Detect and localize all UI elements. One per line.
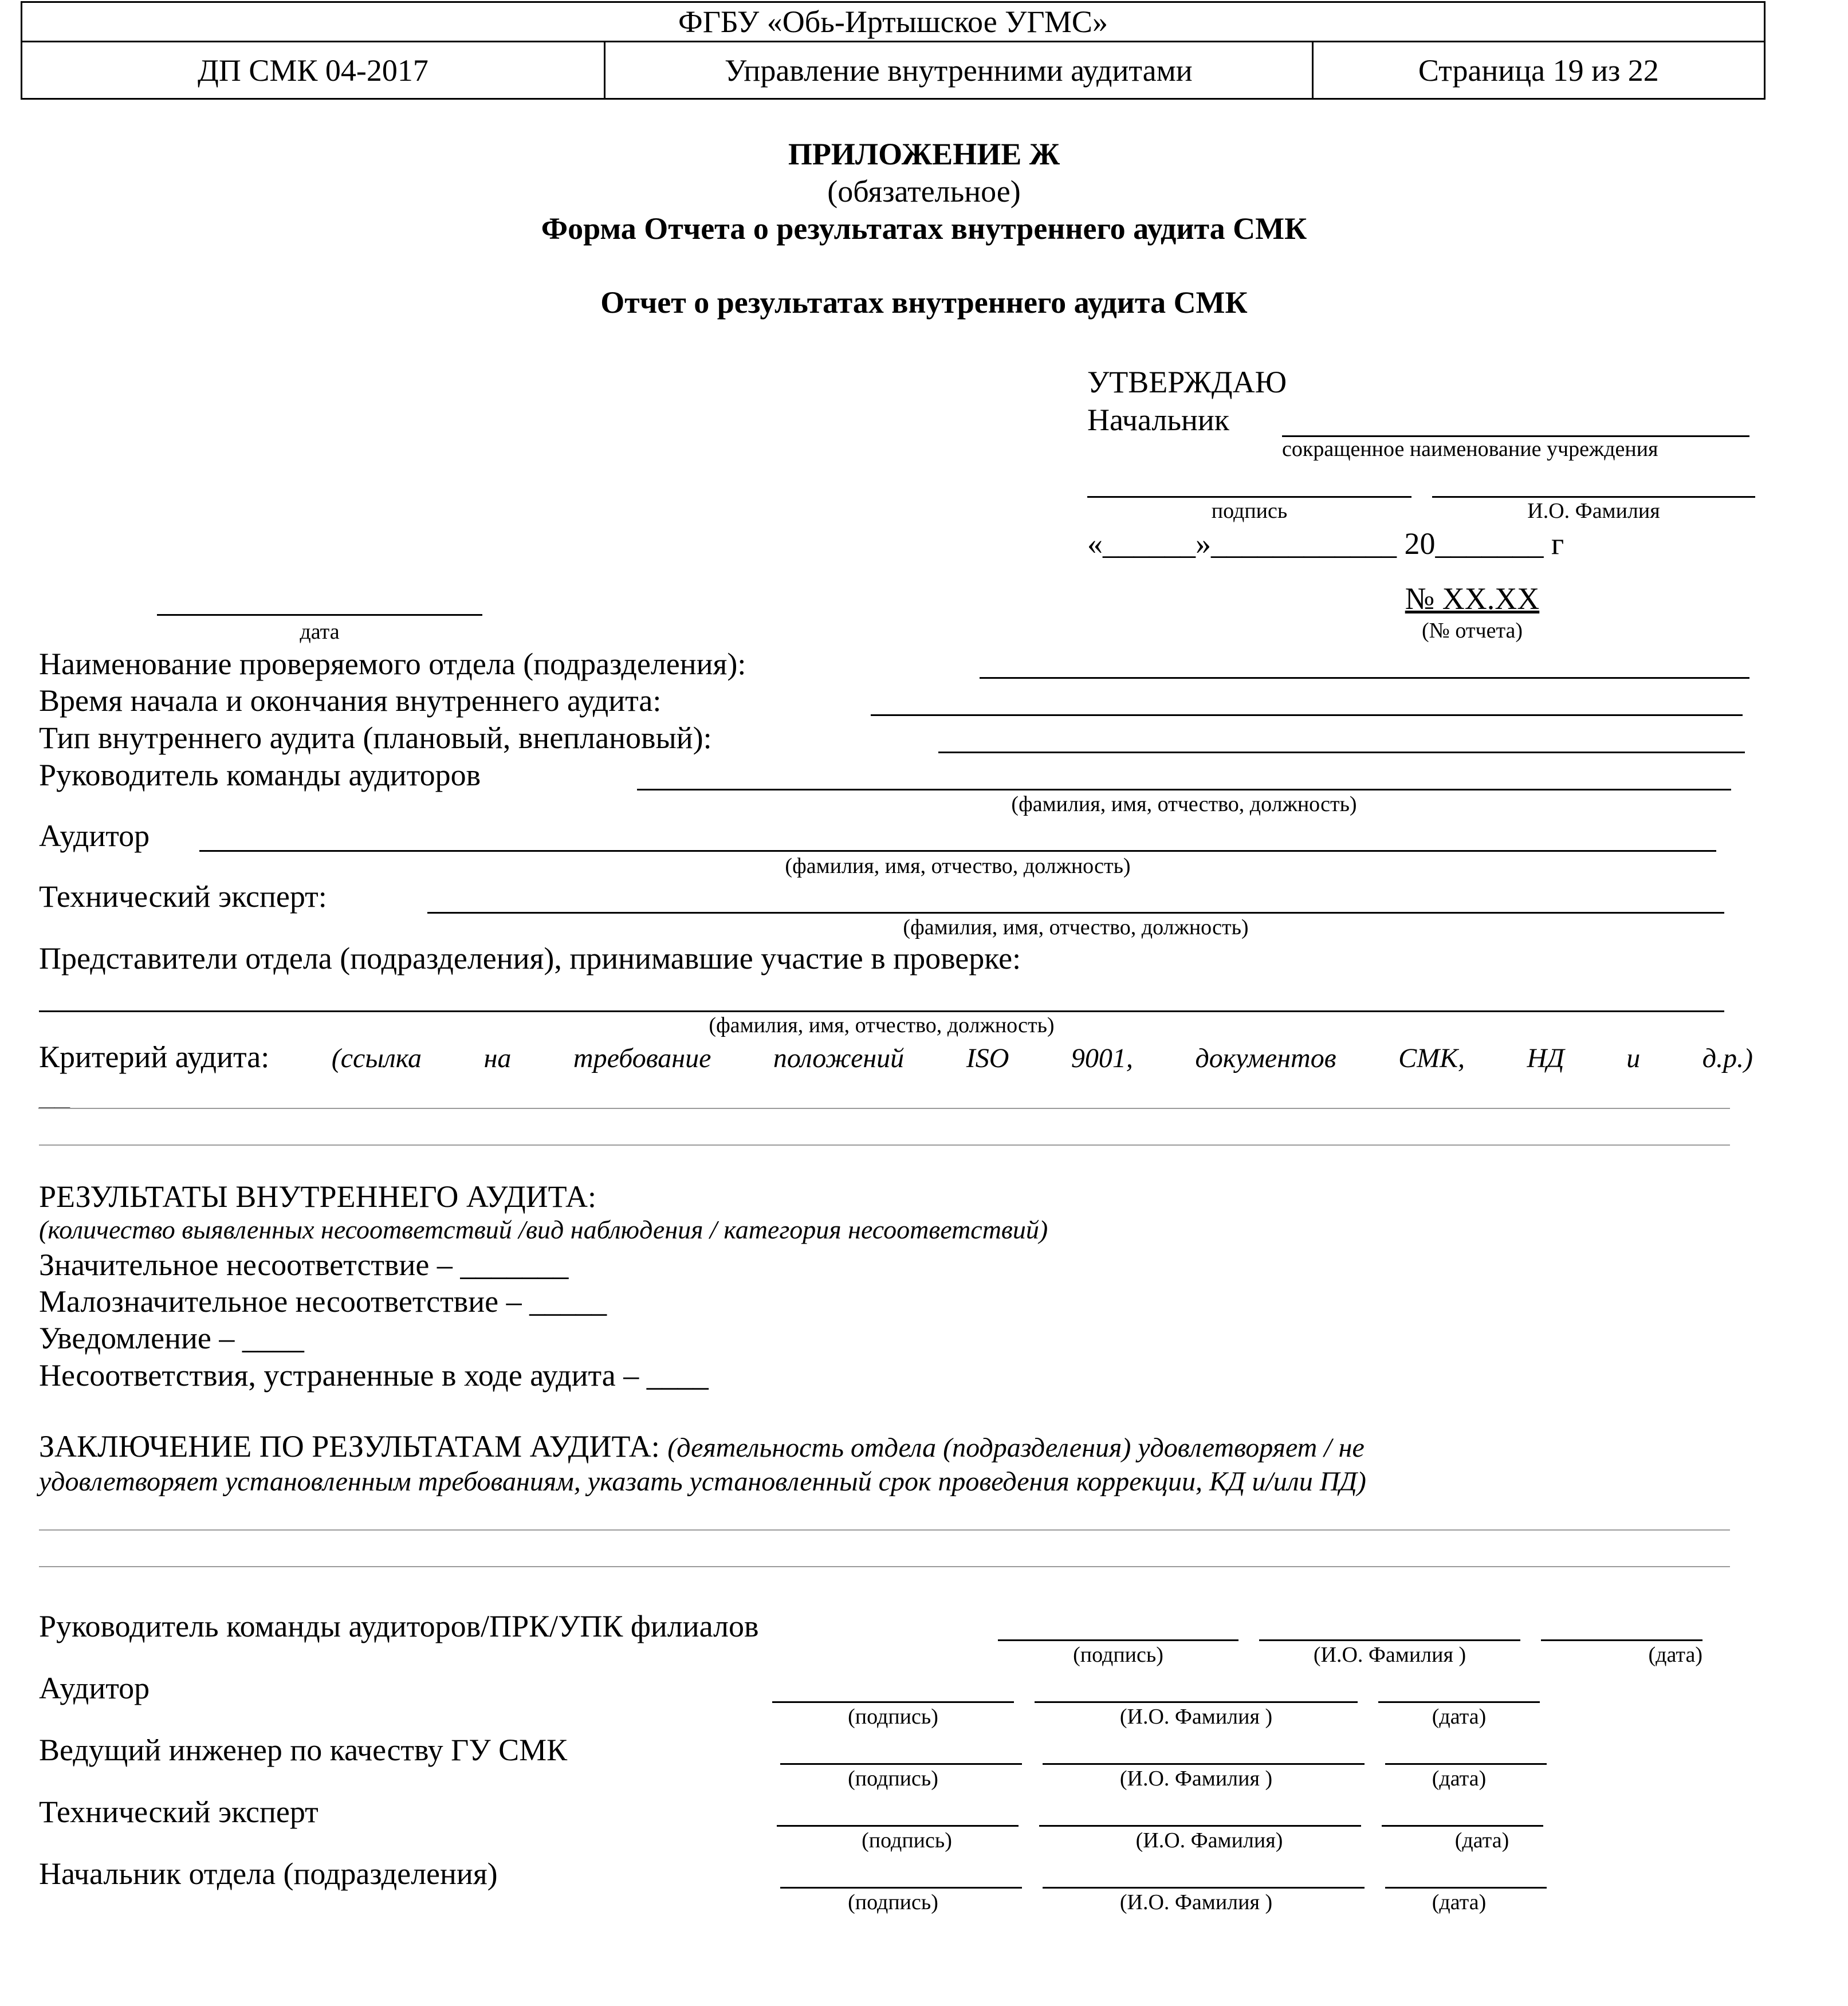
auditor-caption: (фамилия, имя, отчество, должность) [785,854,1131,878]
criteria-hint-word: 9001, [1071,1043,1133,1073]
representatives-caption: (фамилия, имя, отчество, должность) [709,1013,1055,1037]
organization-name: ФГБУ «Обь-Иртышское УГМС» [22,2,1765,42]
results-title: РЕЗУЛЬТАТЫ ВНУТРЕННЕГО АУДИТА: [39,1179,596,1214]
department-label: Наименование проверяемого отдела (подразделения): [39,647,746,681]
conclusion-hint-2: удовлетворяет установленным требованиям, указать установленный срок проведения коррекции, КД и/или ПД) [39,1466,1366,1497]
signature-line [772,1701,1014,1703]
report-title: Отчет о результатах внутреннего аудита СМК [600,285,1248,320]
signatory-role: Начальник отдела (подразделения) [39,1856,498,1891]
criteria-hint-word: НД [1527,1043,1564,1073]
signature-caption: (подпись) [848,1890,938,1914]
audit-criteria [39,1041,1753,1072]
team-lead-caption: (фамилия, имя, отчество, должность) [1011,792,1357,816]
criteria-hint-word: документов [1195,1043,1336,1073]
signature-line [777,1825,1019,1827]
tech-expert-caption: (фамилия, имя, отчество, должность) [903,915,1249,939]
team-lead-field [637,789,1731,790]
date-line [1541,1639,1702,1641]
org-name-caption: сокращенное наименование учреждения [1282,437,1658,461]
approval-date-line: «______»____________ 20_______ г [1087,526,1564,561]
department-field [980,677,1749,679]
criteria-line-1 [39,1108,1730,1109]
auditor-label: Аудитор [39,819,150,853]
date-caption: (дата) [1432,1767,1487,1791]
auditor-field [199,850,1716,852]
name-line [1035,1701,1358,1703]
appendix-title: ПРИЛОЖЕНИЕ Ж [788,137,1060,171]
criteria-hint-word: и [1626,1043,1641,1073]
name-caption: (И.О. Фамилия ) [1119,1890,1273,1914]
signatory-role: Технический эксперт [39,1795,319,1829]
criteria-hint-word: положений [773,1043,905,1073]
signature-caption: (подпись) [862,1828,952,1852]
criteria-hint-word: на [483,1043,512,1073]
name-line [1039,1825,1361,1827]
conclusion-hint-1: (деятельность отдела (подразделения) удовлетворяет / не [667,1433,1365,1463]
name-caption: (И.О. Фамилия ) [1313,1643,1466,1667]
date-caption: (дата) [1432,1890,1487,1914]
criteria-hint-word: требование [573,1043,711,1073]
signature-caption: (подпись) [1073,1643,1163,1667]
signature-line [780,1887,1022,1889]
minor-nonconformity: Малозначительное несоответствие – _____ [39,1284,607,1319]
approver-signature-caption: подпись [1211,499,1288,523]
signature-caption: (подпись) [848,1767,938,1791]
conclusion [39,1431,1365,1462]
major-nonconformity: Значительное несоответствие – _______ [39,1248,569,1282]
name-caption: (И.О. Фамилия) [1135,1828,1283,1852]
results-hint: (количество выявленных несоответствий /вид наблюдения / категория несоответствий) [39,1215,1048,1244]
signature-caption: (подпись) [848,1705,938,1729]
report-date-line [157,614,482,616]
team-lead-label: Руководитель команды аудиторов [39,758,481,792]
signatory-role: Аудитор [39,1671,150,1705]
document-code: ДП СМК 04-2017 [22,42,605,99]
criteria-tail: __ [39,1077,70,1112]
appendix-status: (обязательное) [827,174,1021,209]
document-title: Управление внутренними аудитами [604,42,1312,99]
criteria-line-2 [39,1144,1730,1146]
document-header [21,1,1766,100]
representatives-field [39,1010,1724,1012]
approver-name-line [1432,496,1755,498]
name-line [1259,1639,1520,1641]
audit-type-label: Тип внутреннего аудита (плановый, внеплановый): [39,721,712,755]
name-line [1043,1763,1365,1765]
report-number-caption: (№ отчета) [1421,619,1523,643]
date-caption: (дата) [1454,1828,1509,1852]
date-line [1385,1887,1547,1889]
fixed-nonconformities: Несоответствия, устраненные в ходе аудита – ____ [39,1358,709,1393]
conclusion-line-2 [39,1566,1730,1567]
representatives-label: Представители отдела (подразделения), принимавшие участие в проверке: [39,941,1021,976]
audit-type-field [938,752,1745,753]
report-number: № XX.XX [1405,581,1540,616]
criteria-label: Критерий аудита: [39,1040,270,1074]
name-caption: (И.О. Фамилия ) [1119,1767,1273,1791]
tech-expert-field [427,912,1724,914]
date-line [1382,1825,1543,1827]
date-line [1378,1701,1540,1703]
name-line [1043,1887,1365,1889]
name-caption: (И.О. Фамилия ) [1119,1705,1273,1729]
criteria-hint-word: ISO [966,1043,1009,1073]
conclusion-line-1 [39,1529,1730,1531]
date-caption: (дата) [1432,1705,1487,1729]
approver-signature-line [1087,496,1411,498]
tech-expert-label: Технический эксперт: [39,879,327,914]
conclusion-title: ЗАКЛЮЧЕНИЕ ПО РЕЗУЛЬТАТАМ АУДИТА: [39,1429,660,1464]
audit-time-label: Время начала и окончания внутреннего аудита: [39,683,662,718]
report-date-caption: дата [300,620,340,644]
form-title: Форма Отчета о результатах внутреннего аудита СМК [541,211,1307,246]
approver-name-caption: И.О. Фамилия [1527,499,1660,523]
page-number: Страница 19 из 22 [1312,42,1764,99]
criteria-hint-word: д.р.) [1702,1043,1753,1073]
signature-line [780,1763,1022,1765]
chief-label: Начальник [1087,403,1230,437]
signature-line [998,1639,1238,1641]
signatory-role: Ведущий инженер по качеству ГУ СМК [39,1733,568,1767]
date-line [1385,1763,1547,1765]
audit-time-field [871,714,1743,716]
notification: Уведомление – ____ [39,1321,304,1355]
criteria-hint-word: (ссылка [331,1043,422,1073]
date-caption: (дата) [1648,1643,1702,1667]
criteria-hint-word: СМК, [1398,1043,1465,1073]
signatory-role: Руководитель команды аудиторов/ПРК/УПК филиалов [39,1609,759,1643]
approve-label: УТВЕРЖДАЮ [1087,365,1287,399]
